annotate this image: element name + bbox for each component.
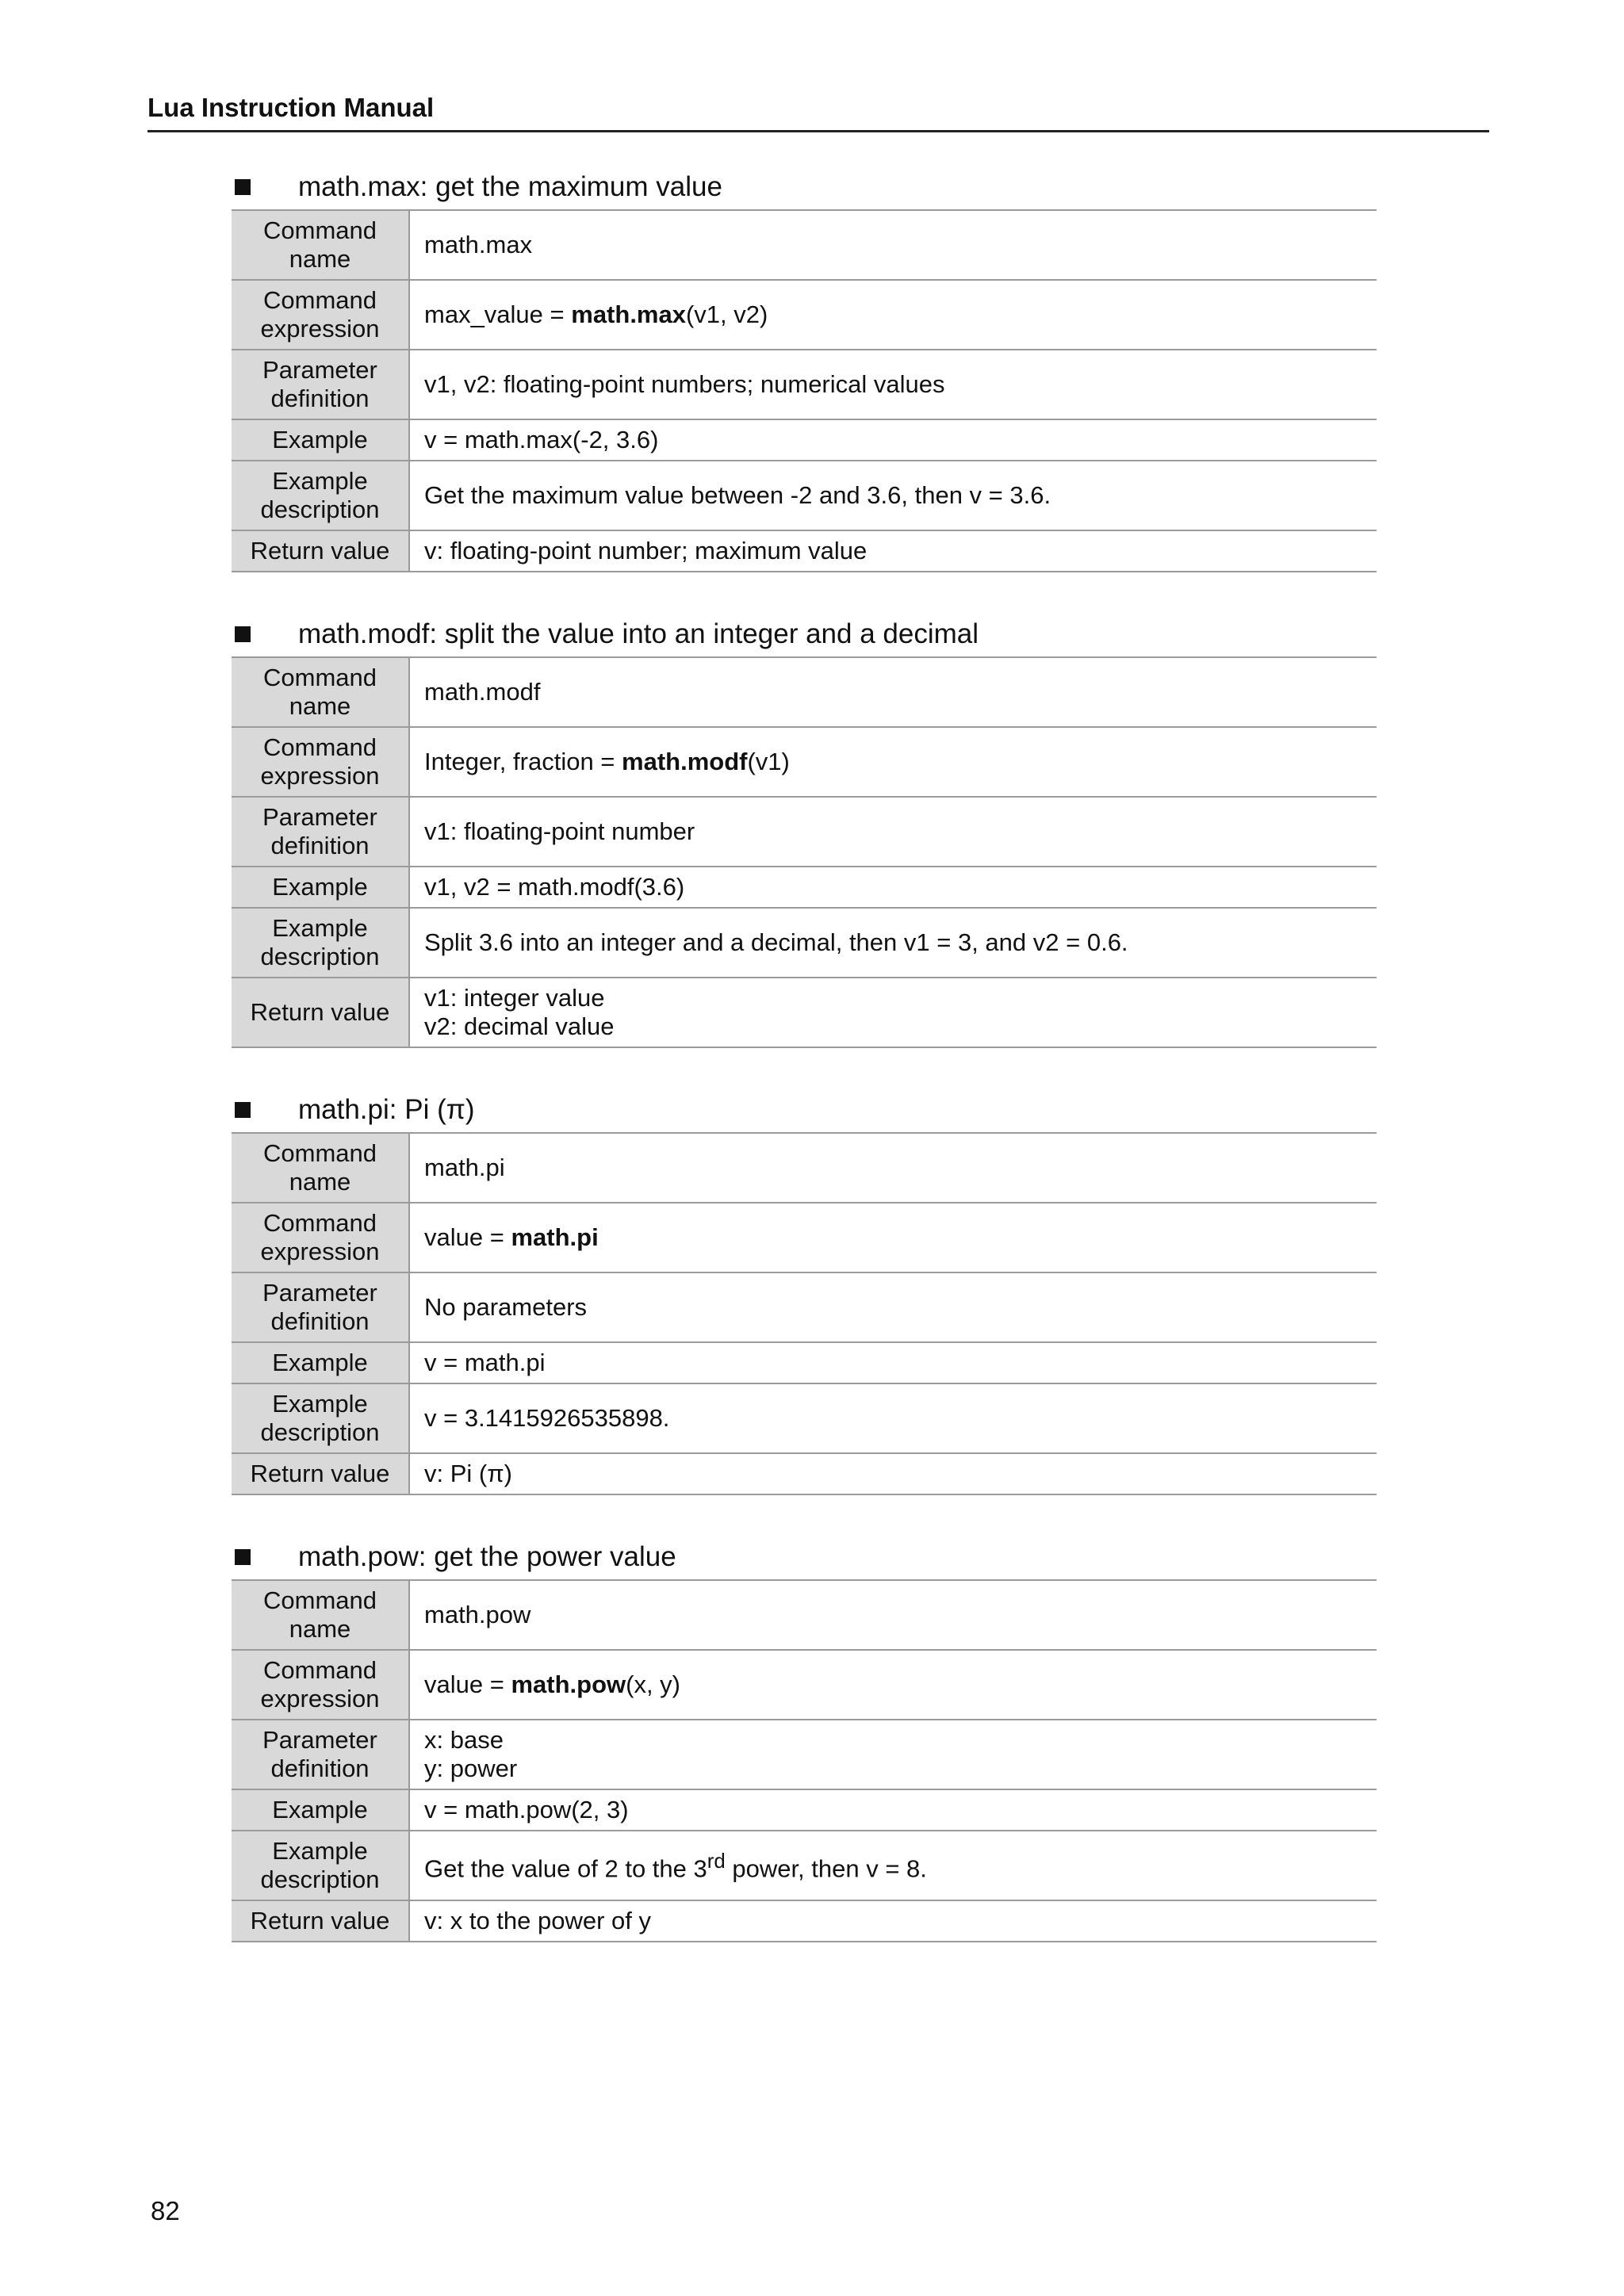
section-heading <box>235 165 1377 209</box>
value-return-value <box>409 1900 1377 1942</box>
label-return-value: Return value <box>232 1453 409 1494</box>
label-return-value: Return value <box>232 530 409 572</box>
label-parameter-definition: Parameter definition <box>232 350 409 419</box>
section-heading-text: math.pow: get the power value <box>298 1541 676 1572</box>
label-example: Example <box>232 419 409 461</box>
section-heading-text: math.pi: Pi (π) <box>298 1094 475 1125</box>
value-return-value <box>409 530 1377 572</box>
label-command-name: Command name <box>232 1580 409 1650</box>
value-command-expression <box>409 1203 1377 1272</box>
row-example <box>232 1789 1377 1831</box>
value-command-expression <box>409 280 1377 350</box>
row-command-expression <box>232 1203 1377 1272</box>
parameter-line: y: power <box>424 1755 518 1782</box>
section-math-modf <box>232 612 1377 1048</box>
value-command-name: math.pi <box>409 1133 1377 1203</box>
square-bullet-icon <box>235 626 251 642</box>
value-example-description: Split 3.6 into an integer and a decimal, then v1 = 3, and v2 = 0.6. <box>409 908 1377 978</box>
label-command-name: Command name <box>232 1133 409 1203</box>
section-heading <box>235 1088 1377 1132</box>
section-heading <box>235 1535 1377 1579</box>
row-return-value <box>232 1453 1377 1494</box>
command-table <box>232 656 1377 1048</box>
value-example: v = math.pi <box>409 1342 1377 1383</box>
row-parameter-definition <box>232 1272 1377 1342</box>
expression-prefix: Integer, fraction = <box>424 748 622 775</box>
return-line: v: floating-point number; maximum value <box>424 537 868 564</box>
value-parameter-definition <box>409 797 1377 867</box>
row-parameter-definition <box>232 350 1377 419</box>
command-table <box>232 209 1377 572</box>
value-example-description: Get the maximum value between -2 and 3.6, then v = 3.6. <box>409 461 1377 530</box>
label-command-name: Command name <box>232 210 409 280</box>
expression-args: (v1, v2) <box>685 300 768 328</box>
value-return-value <box>409 978 1377 1047</box>
value-example-description: v = 3.1415926535898. <box>409 1383 1377 1453</box>
label-example-description: Example description <box>232 461 409 530</box>
label-command-expression: Command expression <box>232 1203 409 1272</box>
row-command-expression <box>232 727 1377 797</box>
row-command-name <box>232 1580 1377 1650</box>
row-command-expression <box>232 1650 1377 1720</box>
label-parameter-definition: Parameter definition <box>232 1720 409 1789</box>
expression-args: (v1) <box>747 748 790 775</box>
value-parameter-definition <box>409 1720 1377 1789</box>
section-heading-text: math.max: get the maximum value <box>298 171 722 202</box>
value-command-name: math.modf <box>409 657 1377 727</box>
section-heading <box>235 612 1377 656</box>
return-line: v: Pi (π) <box>424 1460 512 1487</box>
value-command-name: math.max <box>409 210 1377 280</box>
page-content <box>232 165 1377 1982</box>
page-header <box>147 89 1489 132</box>
label-example: Example <box>232 1789 409 1831</box>
label-return-value: Return value <box>232 978 409 1047</box>
section-math-pow <box>232 1535 1377 1942</box>
expression-function: math.modf <box>622 748 748 775</box>
row-example-description <box>232 908 1377 978</box>
page-number: 82 <box>151 2196 180 2225</box>
parameter-line: v1, v2: floating-point numbers; numerical values <box>424 370 945 398</box>
row-example-description <box>232 1831 1377 1900</box>
ordinal-superscript: rd <box>707 1850 726 1873</box>
section-heading-text: math.modf: split the value into an integer and a decimal <box>298 618 979 649</box>
row-command-expression <box>232 280 1377 350</box>
row-parameter-definition <box>232 797 1377 867</box>
row-example <box>232 1342 1377 1383</box>
description-text-rest: power, then v = 8. <box>725 1854 927 1883</box>
value-example: v1, v2 = math.modf(3.6) <box>409 867 1377 908</box>
value-example-description <box>409 1831 1377 1900</box>
value-example: v = math.max(-2, 3.6) <box>409 419 1377 461</box>
manual-title: Lua Instruction Manual <box>147 93 435 122</box>
value-example: v = math.pow(2, 3) <box>409 1789 1377 1831</box>
label-parameter-definition: Parameter definition <box>232 797 409 867</box>
description-text: Get the value of 2 to the 3 <box>424 1854 707 1883</box>
label-example: Example <box>232 867 409 908</box>
value-parameter-definition <box>409 1272 1377 1342</box>
section-math-max <box>232 165 1377 572</box>
row-return-value <box>232 530 1377 572</box>
value-command-expression <box>409 1650 1377 1720</box>
return-line: v2: decimal value <box>424 1012 615 1040</box>
row-example <box>232 419 1377 461</box>
label-example-description: Example description <box>232 1831 409 1900</box>
expression-args: (x, y) <box>626 1670 680 1698</box>
command-table <box>232 1579 1377 1942</box>
expression-function: math.pow <box>511 1670 626 1698</box>
row-example <box>232 867 1377 908</box>
return-line: v1: integer value <box>424 984 605 1012</box>
label-command-expression: Command expression <box>232 280 409 350</box>
label-example-description: Example description <box>232 1383 409 1453</box>
expression-function: math.max <box>571 300 686 328</box>
row-example-description <box>232 1383 1377 1453</box>
command-table <box>232 1132 1377 1495</box>
square-bullet-icon <box>235 179 251 195</box>
row-return-value <box>232 978 1377 1047</box>
section-math-pi <box>232 1088 1377 1495</box>
row-command-name <box>232 1133 1377 1203</box>
label-parameter-definition: Parameter definition <box>232 1272 409 1342</box>
label-command-expression: Command expression <box>232 727 409 797</box>
label-example: Example <box>232 1342 409 1383</box>
parameter-line: No parameters <box>424 1293 588 1321</box>
label-command-expression: Command expression <box>232 1650 409 1720</box>
row-example-description <box>232 461 1377 530</box>
row-return-value <box>232 1900 1377 1942</box>
expression-prefix: max_value = <box>424 300 572 328</box>
return-line: v: x to the power of y <box>424 1907 652 1934</box>
label-command-name: Command name <box>232 657 409 727</box>
square-bullet-icon <box>235 1549 251 1565</box>
parameter-line: v1: floating-point number <box>424 817 695 845</box>
value-command-expression <box>409 727 1377 797</box>
expression-function: math.pi <box>511 1223 599 1251</box>
value-parameter-definition <box>409 350 1377 419</box>
row-parameter-definition <box>232 1720 1377 1789</box>
label-return-value: Return value <box>232 1900 409 1942</box>
value-command-name: math.pow <box>409 1580 1377 1650</box>
row-command-name <box>232 210 1377 280</box>
parameter-line: x: base <box>424 1726 504 1754</box>
row-command-name <box>232 657 1377 727</box>
label-example-description: Example description <box>232 908 409 978</box>
square-bullet-icon <box>235 1102 251 1118</box>
expression-prefix: value = <box>424 1670 511 1698</box>
expression-prefix: value = <box>424 1223 511 1251</box>
value-return-value <box>409 1453 1377 1494</box>
